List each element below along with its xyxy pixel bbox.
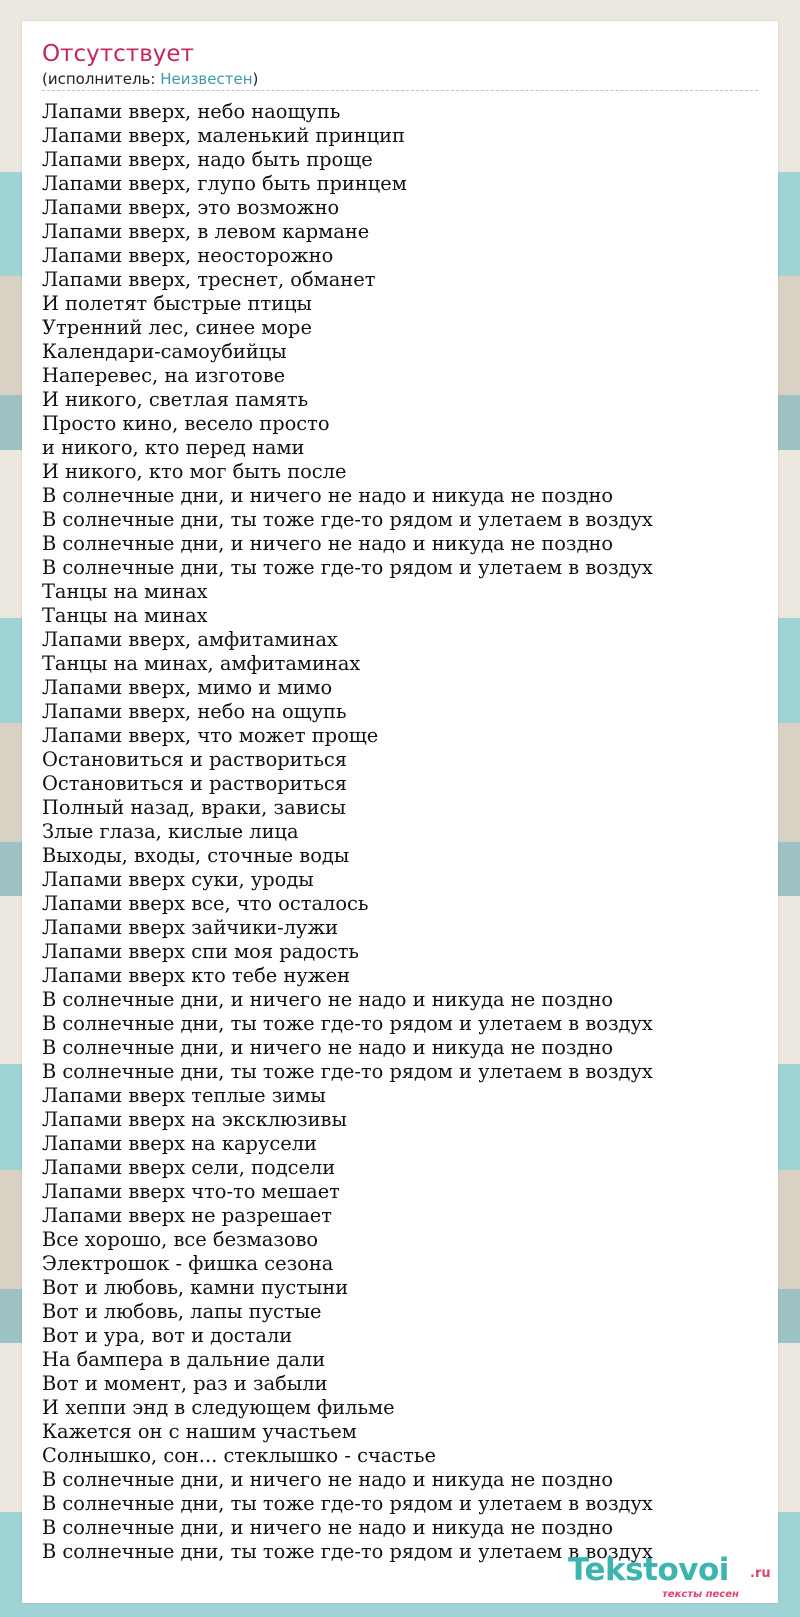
lyric-line: Лапами вверх суки, уроды [42,868,314,891]
lyric-line: И хеппи энд в следующем фильме [42,1396,395,1419]
lyric-line: В солнечные дни, и ничего не надо и никуда не поздно [42,532,614,555]
lyric-line: Лапами вверх на эксклюзивы [42,1108,347,1131]
lyric-line: Танцы на минах [42,580,208,603]
lyric-line: Лапами вверх зайчики-лужи [42,916,339,939]
lyric-line: Вот и момент, раз и забыли [42,1372,328,1395]
lyric-line: В солнечные дни, ты тоже где-то рядом и улетаем в воздух [42,508,653,531]
lyric-line: Кажется он с нашим участьем [42,1420,357,1443]
lyric-line: Все хорошо, все безмазово [42,1228,319,1251]
lyric-line: Лапами вверх, это возможно [42,196,340,219]
lyric-line: Просто кино, весело просто [42,412,330,435]
lyric-line: Утренний лес, синее море [42,316,312,339]
lyric-line: В солнечные дни, и ничего не надо и никуда не поздно [42,1036,614,1059]
lyric-line: Остановиться и раствориться [42,748,347,771]
lyric-line: Лапами вверх что-то мешает [42,1180,340,1203]
lyric-line: Остановиться и раствориться [42,772,347,795]
lyric-line: Вот и любовь, камни пустыни [42,1276,349,1299]
lyric-line: Лапами вверх кто тебе нужен [42,964,350,987]
lyric-line: Лапами вверх сели, подсели [42,1156,336,1179]
lyric-line: Лапами вверх, небо наощупь [42,100,341,123]
lyric-line: Вот и любовь, лапы пустые [42,1300,322,1323]
lyric-line: Лапами вверх, треснет, обманет [42,268,376,291]
lyric-line: В солнечные дни, и ничего не надо и никуда не поздно [42,1516,614,1539]
lyric-line: В солнечные дни, ты тоже где-то рядом и улетаем в воздух [42,556,653,579]
lyric-line: Лапами вверх, мимо и мимо [42,676,333,699]
lyric-line: Лапами вверх, маленький принцип [42,124,405,147]
lyric-line: В солнечные дни, ты тоже где-то рядом и улетаем в воздух [42,1060,653,1083]
lyric-line: и никого, кто перед нами [42,436,305,459]
lyric-line: Лапами вверх не разрешает [42,1204,333,1227]
lyric-line: И никого, кто мог быть после [42,460,347,483]
lyric-line: Солнышко, сон... стеклышко - счастье [42,1444,436,1467]
lyric-line: Лапами вверх, что может проще [42,724,379,747]
lyric-line: Лапами вверх, амфитаминах [42,628,338,651]
lyric-line: И полетят быстрые птицы [42,292,312,315]
lyric-line: Электрошок - фишка сезона [42,1252,334,1275]
lyric-line: Лапами вверх на карусели [42,1132,317,1155]
logo-name: Tekstovoi [568,1552,729,1588]
lyric-line: В солнечные дни, ты тоже где-то рядом и улетаем в воздух [42,1540,653,1563]
artist-suffix: ) [252,70,259,88]
lyric-line: Лапами вверх, надо быть проще [42,148,373,171]
logo-tld: .ru [750,1566,771,1581]
lyric-line: В солнечные дни, ты тоже где-то рядом и улетаем в воздух [42,1012,653,1035]
artist-line [42,70,258,90]
lyric-line: Лапами вверх, глупо быть принцем [42,172,407,195]
artist-link[interactable]: Неизвестен [160,70,253,88]
lyric-line: Лапами вверх теплые зимы [42,1084,326,1107]
lyric-line: В солнечные дни, ты тоже где-то рядом и улетаем в воздух [42,1492,653,1515]
lyric-line: В солнечные дни, и ничего не надо и никуда не поздно [42,988,614,1011]
site-logo[interactable] [568,1552,771,1603]
song-title: Отсутствует [42,41,194,67]
lyric-line: Наперевес, на изготове [42,364,286,387]
lyric-line: В солнечные дни, и ничего не надо и никуда не поздно [42,1468,614,1491]
lyric-line: Вот и ура, вот и достали [42,1324,293,1347]
artist-prefix: (исполнитель: [42,70,161,88]
lyric-line: Лапами вверх спи моя радость [42,940,359,963]
lyric-line: Выходы, входы, сточные воды [42,844,350,867]
lyrics-card [22,21,778,1603]
lyric-line: Лапами вверх, небо на ощупь [42,700,347,723]
lyric-line: Танцы на минах [42,604,208,627]
lyric-line: Полный назад, враки, зависы [42,796,346,819]
title-divider [42,90,758,91]
logo-tagline: тексты песен [662,1589,739,1600]
lyric-line: Танцы на минах, амфитаминах [42,652,361,675]
lyric-line: И никого, светлая память [42,388,309,411]
lyric-line: Злые глаза, кислые лица [42,820,299,843]
lyric-line: Лапами вверх, в левом кармане [42,220,370,243]
lyric-line: Календари-самоубийцы [42,340,287,363]
lyric-line: На бампера в дальние дали [42,1348,326,1371]
lyric-line: Лапами вверх все, что осталось [42,892,369,915]
lyric-line: В солнечные дни, и ничего не надо и никуда не поздно [42,484,614,507]
lyric-line: Лапами вверх, неосторожно [42,244,334,267]
lyrics-text [42,100,653,1564]
